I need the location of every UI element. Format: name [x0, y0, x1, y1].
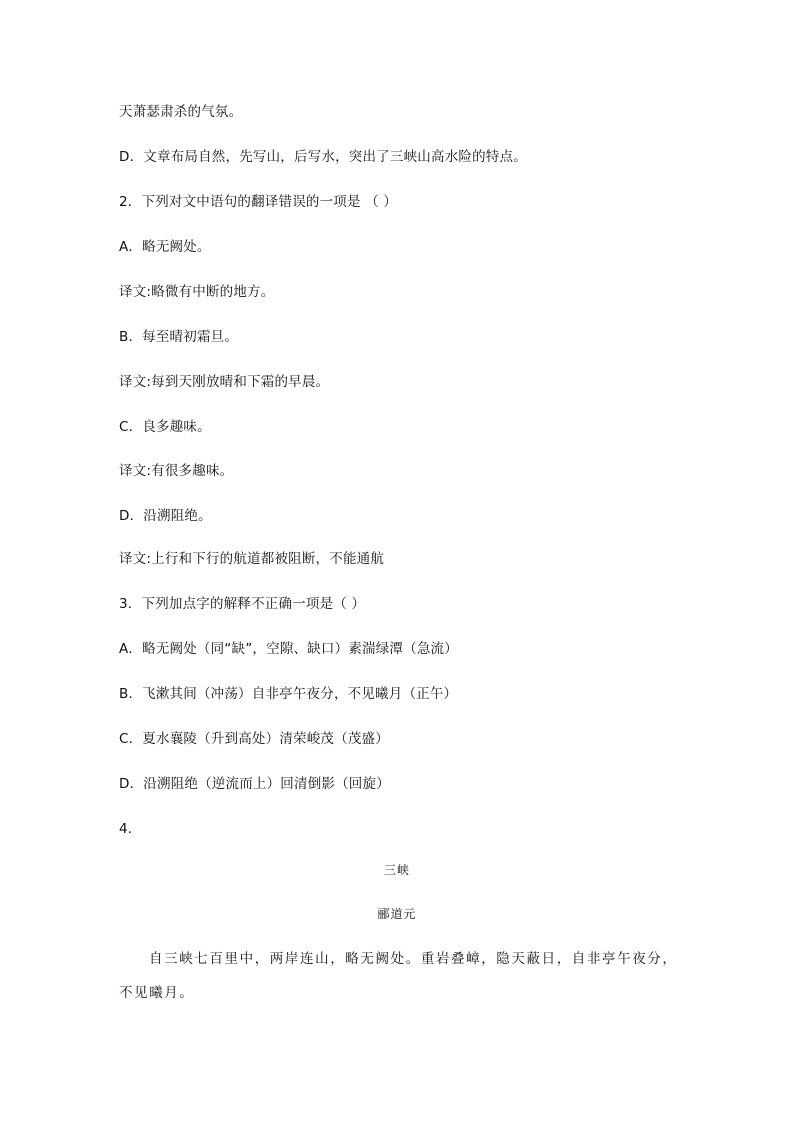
translation-b: 译文:每到天刚放晴和下霜的早晨。	[119, 374, 330, 390]
q3-option-b: B．飞漱其间（冲荡）自非亭午夜分，不见曦月（正午）	[119, 686, 458, 702]
passage-text: 自三峡七百里中，两岸连山，略无阙处。重岩叠嶂，隐天蔽日，自非亭午夜分，不见曦月。	[119, 951, 678, 1001]
text-line: D．文章布局自然，先写山，后写水，突出了三峡山高水险的特点。	[119, 149, 527, 165]
option-c: C．良多趣味。	[119, 419, 211, 435]
translation-c: 译文:有很多趣味。	[119, 463, 234, 479]
passage-author: 郦道元	[377, 907, 417, 921]
option-a: A．略无阙处。	[119, 239, 211, 255]
q3-option-c: C．夏水襄陵（升到高处）清荣峻茂（茂盛）	[119, 731, 389, 747]
option-b: B．每至晴初霜旦。	[119, 329, 239, 345]
q3-option-d: D．沿溯阻绝（逆流而上）回清倒影（回旋）	[119, 776, 390, 792]
passage-title: 三峡	[383, 863, 410, 877]
q3-option-a: A．略无阙处（同“缺”，空隙、缺口）素湍绿潭（急流）	[119, 641, 458, 657]
text-line: 天萧瑟肃杀的气氛。	[119, 104, 243, 120]
translation-a: 译文:略微有中断的地方。	[119, 284, 275, 300]
question-3: 3．下列加点字的解释不正确一项是（ ）	[119, 596, 366, 612]
question-4: 4．	[119, 821, 142, 837]
translation-d: 译文:上行和下行的航道都被阻断，不能通航	[119, 551, 385, 567]
question-2: 2．下列对文中语句的翻译错误的一项是 （ ）	[119, 194, 398, 210]
option-d: D．沿溯阻绝。	[119, 508, 212, 524]
